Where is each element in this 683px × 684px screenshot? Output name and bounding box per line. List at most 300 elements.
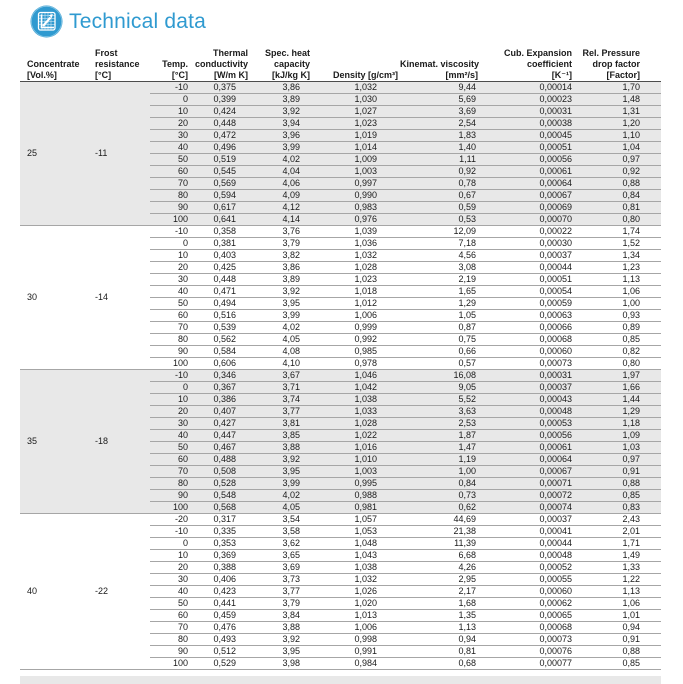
cell-rel-pressure-drop-factor: 0,85	[574, 658, 642, 670]
cell-rel-pressure-drop-factor: 1,13	[574, 586, 642, 598]
cell-filler	[642, 346, 661, 358]
cell-thermal-conductivity: 0,569	[190, 178, 250, 190]
cell-specific-heat-capacity: 4,08	[250, 346, 312, 358]
cell-density: 1,016	[312, 442, 400, 454]
column-header-line: drop factor	[592, 59, 640, 69]
cell-temperature: 50	[150, 598, 190, 610]
cell-kinematic-viscosity: 0,81	[400, 646, 480, 658]
cell-rel-pressure-drop-factor: 1,33	[574, 562, 642, 574]
cell-kinematic-viscosity: 0,67	[400, 190, 480, 202]
cell-specific-heat-capacity: 3,81	[250, 418, 312, 430]
cell-cubic-expansion-coefficient: 0,00064	[480, 454, 574, 466]
cell-temperature: 50	[150, 154, 190, 166]
cell-density: 1,010	[312, 454, 400, 466]
cell-filler	[642, 478, 661, 490]
cell-density: 1,039	[312, 226, 400, 238]
cell-kinematic-viscosity: 1,47	[400, 442, 480, 454]
cell-density: 1,019	[312, 130, 400, 142]
column-header-kinematic-viscosity	[400, 48, 480, 82]
cell-density: 0,999	[312, 322, 400, 334]
cell-temperature: 90	[150, 490, 190, 502]
cell-temperature: 80	[150, 334, 190, 346]
cell-filler	[642, 514, 661, 526]
cell-kinematic-viscosity: 0,94	[400, 634, 480, 646]
cell-thermal-conductivity: 0,641	[190, 214, 250, 226]
cell-kinematic-viscosity: 0,92	[400, 166, 480, 178]
cell-rel-pressure-drop-factor: 0,92	[574, 166, 642, 178]
cell-rel-pressure-drop-factor: 0,93	[574, 310, 642, 322]
cell-kinematic-viscosity: 44,69	[400, 514, 480, 526]
column-header-line: [mm²/s]	[445, 70, 478, 80]
cell-density: 0,983	[312, 202, 400, 214]
cell-density: 1,032	[312, 574, 400, 586]
cell-rel-pressure-drop-factor: 1,44	[574, 394, 642, 406]
cell-filler	[642, 598, 661, 610]
cell-density: 1,027	[312, 106, 400, 118]
cell-rel-pressure-drop-factor: 1,48	[574, 94, 642, 106]
cell-temperature: 50	[150, 298, 190, 310]
cell-rel-pressure-drop-factor: 1,06	[574, 598, 642, 610]
table-row	[20, 514, 661, 526]
cell-cubic-expansion-coefficient: 0,00030	[480, 238, 574, 250]
cell-thermal-conductivity: 0,548	[190, 490, 250, 502]
cell-temperature: -10	[150, 82, 190, 94]
cell-kinematic-viscosity: 9,44	[400, 82, 480, 94]
cell-cubic-expansion-coefficient: 0,00037	[480, 382, 574, 394]
cell-thermal-conductivity: 0,386	[190, 394, 250, 406]
cell-specific-heat-capacity: 4,05	[250, 334, 312, 346]
cell-frost-resistance: -14	[90, 226, 150, 370]
cell-specific-heat-capacity: 3,94	[250, 118, 312, 130]
cell-cubic-expansion-coefficient: 0,00064	[480, 178, 574, 190]
cell-kinematic-viscosity: 5,69	[400, 94, 480, 106]
cell-kinematic-viscosity: 0,66	[400, 346, 480, 358]
cell-kinematic-viscosity: 6,68	[400, 550, 480, 562]
cell-thermal-conductivity: 0,594	[190, 190, 250, 202]
cell-frost-resistance: -11	[90, 82, 150, 226]
cell-kinematic-viscosity: 1,68	[400, 598, 480, 610]
cell-kinematic-viscosity: 1,11	[400, 154, 480, 166]
cell-kinematic-viscosity: 0,57	[400, 358, 480, 370]
cell-density: 0,998	[312, 634, 400, 646]
table-header	[20, 48, 661, 82]
cell-specific-heat-capacity: 4,02	[250, 322, 312, 334]
cell-rel-pressure-drop-factor: 1,70	[574, 82, 642, 94]
cell-thermal-conductivity: 0,528	[190, 478, 250, 490]
column-header-line: [Factor]	[606, 70, 640, 80]
column-header-concentrate	[20, 48, 90, 82]
cell-thermal-conductivity: 0,367	[190, 382, 250, 394]
cell-temperature: 90	[150, 202, 190, 214]
cell-temperature: 70	[150, 466, 190, 478]
cell-cubic-expansion-coefficient: 0,00076	[480, 646, 574, 658]
cell-temperature: 70	[150, 622, 190, 634]
cell-density: 1,009	[312, 154, 400, 166]
cell-density: 1,043	[312, 550, 400, 562]
cell-temperature: 0	[150, 538, 190, 550]
cell-rel-pressure-drop-factor: 0,88	[574, 478, 642, 490]
cell-kinematic-viscosity: 21,38	[400, 526, 480, 538]
cell-filler	[642, 418, 661, 430]
cell-cubic-expansion-coefficient: 0,00031	[480, 370, 574, 382]
cell-filler	[642, 310, 661, 322]
cell-filler	[642, 490, 661, 502]
cell-temperature: 80	[150, 190, 190, 202]
cell-rel-pressure-drop-factor: 0,82	[574, 346, 642, 358]
cell-cubic-expansion-coefficient: 0,00052	[480, 562, 574, 574]
cell-kinematic-viscosity: 4,26	[400, 562, 480, 574]
column-header-specific-heat-capacity	[250, 48, 312, 82]
cell-cubic-expansion-coefficient: 0,00014	[480, 82, 574, 94]
cell-specific-heat-capacity: 3,92	[250, 634, 312, 646]
cell-temperature: 60	[150, 166, 190, 178]
cell-density: 1,023	[312, 274, 400, 286]
cell-concentrate: 40	[20, 514, 90, 670]
cell-density: 0,992	[312, 334, 400, 346]
cell-rel-pressure-drop-factor: 0,85	[574, 334, 642, 346]
cell-thermal-conductivity: 0,584	[190, 346, 250, 358]
cell-specific-heat-capacity: 3,77	[250, 406, 312, 418]
cell-kinematic-viscosity: 2,19	[400, 274, 480, 286]
cell-cubic-expansion-coefficient: 0,00061	[480, 442, 574, 454]
cell-specific-heat-capacity: 3,98	[250, 658, 312, 670]
chart-trend-icon	[30, 5, 63, 38]
cell-rel-pressure-drop-factor: 1,01	[574, 610, 642, 622]
cell-specific-heat-capacity: 3,86	[250, 82, 312, 94]
cell-specific-heat-capacity: 3,95	[250, 298, 312, 310]
cell-density: 1,020	[312, 598, 400, 610]
cell-filler	[642, 166, 661, 178]
cell-rel-pressure-drop-factor: 0,91	[574, 634, 642, 646]
cell-cubic-expansion-coefficient: 0,00072	[480, 490, 574, 502]
column-header-line: Concentrate	[27, 59, 80, 69]
cell-temperature: 20	[150, 118, 190, 130]
cell-rel-pressure-drop-factor: 0,80	[574, 214, 642, 226]
cell-density: 1,014	[312, 142, 400, 154]
cell-cubic-expansion-coefficient: 0,00067	[480, 190, 574, 202]
cell-filler	[642, 250, 661, 262]
cell-thermal-conductivity: 0,335	[190, 526, 250, 538]
cell-thermal-conductivity: 0,493	[190, 634, 250, 646]
cell-kinematic-viscosity: 3,69	[400, 106, 480, 118]
cell-density: 1,012	[312, 298, 400, 310]
cell-specific-heat-capacity: 3,96	[250, 130, 312, 142]
cell-specific-heat-capacity: 3,74	[250, 394, 312, 406]
column-header-line: Rel. Pressure	[582, 48, 640, 58]
cell-cubic-expansion-coefficient: 0,00048	[480, 406, 574, 418]
cell-filler	[642, 466, 661, 478]
cell-kinematic-viscosity: 0,53	[400, 214, 480, 226]
cell-specific-heat-capacity: 3,95	[250, 466, 312, 478]
cell-kinematic-viscosity: 16,08	[400, 370, 480, 382]
cell-kinematic-viscosity: 12,09	[400, 226, 480, 238]
cell-rel-pressure-drop-factor: 0,88	[574, 178, 642, 190]
cell-filler	[642, 430, 661, 442]
cell-filler	[642, 94, 661, 106]
cell-cubic-expansion-coefficient: 0,00068	[480, 334, 574, 346]
cell-cubic-expansion-coefficient: 0,00043	[480, 394, 574, 406]
cell-filler	[642, 634, 661, 646]
cell-cubic-expansion-coefficient: 0,00061	[480, 166, 574, 178]
cell-temperature: 60	[150, 610, 190, 622]
cell-rel-pressure-drop-factor: 1,10	[574, 130, 642, 142]
cell-filler	[642, 202, 661, 214]
cell-temperature: 30	[150, 130, 190, 142]
cell-filler	[642, 610, 661, 622]
cell-thermal-conductivity: 0,617	[190, 202, 250, 214]
cell-kinematic-viscosity: 1,87	[400, 430, 480, 442]
cell-cubic-expansion-coefficient: 0,00055	[480, 574, 574, 586]
cell-density: 1,022	[312, 430, 400, 442]
cell-density: 1,032	[312, 250, 400, 262]
cell-thermal-conductivity: 0,539	[190, 322, 250, 334]
cell-specific-heat-capacity: 4,02	[250, 154, 312, 166]
cell-thermal-conductivity: 0,448	[190, 118, 250, 130]
cell-cubic-expansion-coefficient: 0,00060	[480, 346, 574, 358]
column-header-temperature	[150, 48, 190, 82]
cell-rel-pressure-drop-factor: 1,03	[574, 442, 642, 454]
cell-specific-heat-capacity: 4,14	[250, 214, 312, 226]
cell-cubic-expansion-coefficient: 0,00044	[480, 538, 574, 550]
cell-density: 1,006	[312, 622, 400, 634]
cell-rel-pressure-drop-factor: 1,00	[574, 298, 642, 310]
column-header-line: capacity	[273, 59, 310, 69]
cell-specific-heat-capacity: 3,86	[250, 262, 312, 274]
cell-kinematic-viscosity: 9,05	[400, 382, 480, 394]
column-header-line: [W/m K]	[214, 70, 248, 80]
cell-cubic-expansion-coefficient: 0,00077	[480, 658, 574, 670]
cell-temperature: 10	[150, 550, 190, 562]
cell-thermal-conductivity: 0,388	[190, 562, 250, 574]
cell-thermal-conductivity: 0,369	[190, 550, 250, 562]
cell-thermal-conductivity: 0,375	[190, 82, 250, 94]
cell-temperature: 0	[150, 238, 190, 250]
cell-kinematic-viscosity: 5,52	[400, 394, 480, 406]
cell-density: 1,048	[312, 538, 400, 550]
cell-density: 0,991	[312, 646, 400, 658]
cell-temperature: 30	[150, 418, 190, 430]
cell-temperature: 60	[150, 454, 190, 466]
cell-frost-resistance: -18	[90, 370, 150, 514]
cell-specific-heat-capacity: 3,89	[250, 274, 312, 286]
cell-kinematic-viscosity: 1,35	[400, 610, 480, 622]
column-header-line: coefficient	[526, 59, 572, 69]
cell-temperature: 0	[150, 382, 190, 394]
column-header-line: [°C]	[95, 70, 112, 80]
cell-thermal-conductivity: 0,399	[190, 94, 250, 106]
cell-cubic-expansion-coefficient: 0,00054	[480, 286, 574, 298]
cell-thermal-conductivity: 0,407	[190, 406, 250, 418]
cell-thermal-conductivity: 0,448	[190, 274, 250, 286]
cell-thermal-conductivity: 0,529	[190, 658, 250, 670]
cell-filler	[642, 370, 661, 382]
cell-rel-pressure-drop-factor: 0,89	[574, 322, 642, 334]
column-header-line	[312, 48, 400, 59]
cell-kinematic-viscosity: 0,73	[400, 490, 480, 502]
technical-data-table	[20, 48, 661, 670]
cell-specific-heat-capacity: 3,79	[250, 598, 312, 610]
cell-specific-heat-capacity: 3,85	[250, 430, 312, 442]
cell-filler	[642, 406, 661, 418]
cell-rel-pressure-drop-factor: 1,06	[574, 286, 642, 298]
cell-thermal-conductivity: 0,496	[190, 142, 250, 154]
cell-specific-heat-capacity: 3,92	[250, 106, 312, 118]
cell-temperature: 10	[150, 106, 190, 118]
cell-kinematic-viscosity: 0,75	[400, 334, 480, 346]
cell-specific-heat-capacity: 3,89	[250, 94, 312, 106]
column-header-line: Temp.	[162, 59, 188, 69]
cell-density: 1,003	[312, 466, 400, 478]
cell-cubic-expansion-coefficient: 0,00044	[480, 262, 574, 274]
cell-thermal-conductivity: 0,606	[190, 358, 250, 370]
cell-rel-pressure-drop-factor: 1,23	[574, 262, 642, 274]
cell-density: 0,985	[312, 346, 400, 358]
cell-thermal-conductivity: 0,459	[190, 610, 250, 622]
cell-temperature: 40	[150, 286, 190, 298]
cell-thermal-conductivity: 0,568	[190, 502, 250, 514]
table-row	[20, 370, 661, 382]
cell-filler	[642, 298, 661, 310]
cell-kinematic-viscosity: 1,83	[400, 130, 480, 142]
cell-filler	[642, 82, 661, 94]
cell-filler	[642, 658, 661, 670]
cell-density: 0,988	[312, 490, 400, 502]
cell-density: 1,028	[312, 418, 400, 430]
cell-rel-pressure-drop-factor: 0,84	[574, 190, 642, 202]
cell-kinematic-viscosity: 2,95	[400, 574, 480, 586]
cell-cubic-expansion-coefficient: 0,00023	[480, 94, 574, 106]
column-header-line: [Vol.%]	[27, 70, 57, 80]
cell-specific-heat-capacity: 3,92	[250, 454, 312, 466]
cell-density: 1,030	[312, 94, 400, 106]
cell-rel-pressure-drop-factor: 1,22	[574, 574, 642, 586]
cell-kinematic-viscosity: 11,39	[400, 538, 480, 550]
cell-cubic-expansion-coefficient: 0,00063	[480, 310, 574, 322]
cell-temperature: 20	[150, 262, 190, 274]
cell-temperature: 50	[150, 442, 190, 454]
cell-kinematic-viscosity: 0,59	[400, 202, 480, 214]
cell-filler	[642, 502, 661, 514]
cell-filler	[642, 262, 661, 274]
page-header	[30, 5, 206, 38]
cell-density: 1,018	[312, 286, 400, 298]
cell-density: 1,003	[312, 166, 400, 178]
cell-cubic-expansion-coefficient: 0,00073	[480, 634, 574, 646]
cell-cubic-expansion-coefficient: 0,00051	[480, 274, 574, 286]
cell-kinematic-viscosity: 4,56	[400, 250, 480, 262]
column-header-line: Kinemat. viscosity	[400, 59, 480, 69]
cell-cubic-expansion-coefficient: 0,00053	[480, 418, 574, 430]
cell-density: 0,984	[312, 658, 400, 670]
cell-thermal-conductivity: 0,353	[190, 538, 250, 550]
cell-thermal-conductivity: 0,317	[190, 514, 250, 526]
cell-thermal-conductivity: 0,358	[190, 226, 250, 238]
cell-filler	[642, 550, 661, 562]
cell-density: 1,033	[312, 406, 400, 418]
cell-cubic-expansion-coefficient: 0,00062	[480, 598, 574, 610]
cell-filler	[642, 286, 661, 298]
cell-rel-pressure-drop-factor: 1,29	[574, 406, 642, 418]
cell-specific-heat-capacity: 3,99	[250, 142, 312, 154]
cell-specific-heat-capacity: 3,99	[250, 478, 312, 490]
cell-kinematic-viscosity: 2,17	[400, 586, 480, 598]
cell-cubic-expansion-coefficient: 0,00051	[480, 142, 574, 154]
cell-cubic-expansion-coefficient: 0,00069	[480, 202, 574, 214]
cell-rel-pressure-drop-factor: 0,97	[574, 154, 642, 166]
cell-kinematic-viscosity: 1,40	[400, 142, 480, 154]
cell-filler	[642, 382, 661, 394]
cell-specific-heat-capacity: 3,76	[250, 226, 312, 238]
cell-kinematic-viscosity: 1,05	[400, 310, 480, 322]
cell-specific-heat-capacity: 3,77	[250, 586, 312, 598]
cell-specific-heat-capacity: 4,06	[250, 178, 312, 190]
cell-filler	[642, 646, 661, 658]
cell-thermal-conductivity: 0,476	[190, 622, 250, 634]
cell-cubic-expansion-coefficient: 0,00073	[480, 358, 574, 370]
cell-rel-pressure-drop-factor: 1,18	[574, 418, 642, 430]
cell-specific-heat-capacity: 4,10	[250, 358, 312, 370]
cell-thermal-conductivity: 0,381	[190, 238, 250, 250]
cell-filler	[642, 622, 661, 634]
cell-cubic-expansion-coefficient: 0,00060	[480, 586, 574, 598]
cell-filler	[642, 178, 661, 190]
cell-filler	[642, 394, 661, 406]
cell-temperature: 70	[150, 178, 190, 190]
column-header-line	[312, 59, 400, 70]
column-header-line: Thermal	[212, 48, 248, 58]
cell-temperature: 100	[150, 358, 190, 370]
cell-filler	[642, 142, 661, 154]
cell-thermal-conductivity: 0,441	[190, 598, 250, 610]
cell-thermal-conductivity: 0,472	[190, 130, 250, 142]
column-header-density	[312, 48, 400, 82]
cell-concentrate: 30	[20, 226, 90, 370]
cell-density: 0,976	[312, 214, 400, 226]
column-header-line: Cub. Expansion	[503, 48, 572, 58]
cell-temperature: 90	[150, 346, 190, 358]
cell-specific-heat-capacity: 3,84	[250, 610, 312, 622]
cell-cubic-expansion-coefficient: 0,00065	[480, 610, 574, 622]
cell-rel-pressure-drop-factor: 1,71	[574, 538, 642, 550]
cell-cubic-expansion-coefficient: 0,00041	[480, 526, 574, 538]
cell-temperature: 100	[150, 502, 190, 514]
cell-temperature: -10	[150, 370, 190, 382]
cell-kinematic-viscosity: 0,87	[400, 322, 480, 334]
cell-cubic-expansion-coefficient: 0,00066	[480, 322, 574, 334]
column-header-line	[400, 48, 480, 59]
cell-cubic-expansion-coefficient: 0,00071	[480, 478, 574, 490]
cell-density: 1,057	[312, 514, 400, 526]
cell-specific-heat-capacity: 3,82	[250, 250, 312, 262]
cell-temperature: 40	[150, 586, 190, 598]
cell-temperature: 20	[150, 562, 190, 574]
column-header-line: [kJ/kg K]	[271, 70, 310, 80]
cell-density: 0,981	[312, 502, 400, 514]
cell-thermal-conductivity: 0,471	[190, 286, 250, 298]
cell-temperature: 80	[150, 478, 190, 490]
cell-rel-pressure-drop-factor: 1,31	[574, 106, 642, 118]
cell-density: 1,006	[312, 310, 400, 322]
cell-rel-pressure-drop-factor: 1,20	[574, 118, 642, 130]
cell-cubic-expansion-coefficient: 0,00059	[480, 298, 574, 310]
cell-kinematic-viscosity: 0,78	[400, 178, 480, 190]
cell-specific-heat-capacity: 4,04	[250, 166, 312, 178]
cell-filler	[642, 442, 661, 454]
cell-filler	[642, 334, 661, 346]
cell-temperature: 80	[150, 634, 190, 646]
cell-filler	[642, 238, 661, 250]
cell-cubic-expansion-coefficient: 0,00038	[480, 118, 574, 130]
